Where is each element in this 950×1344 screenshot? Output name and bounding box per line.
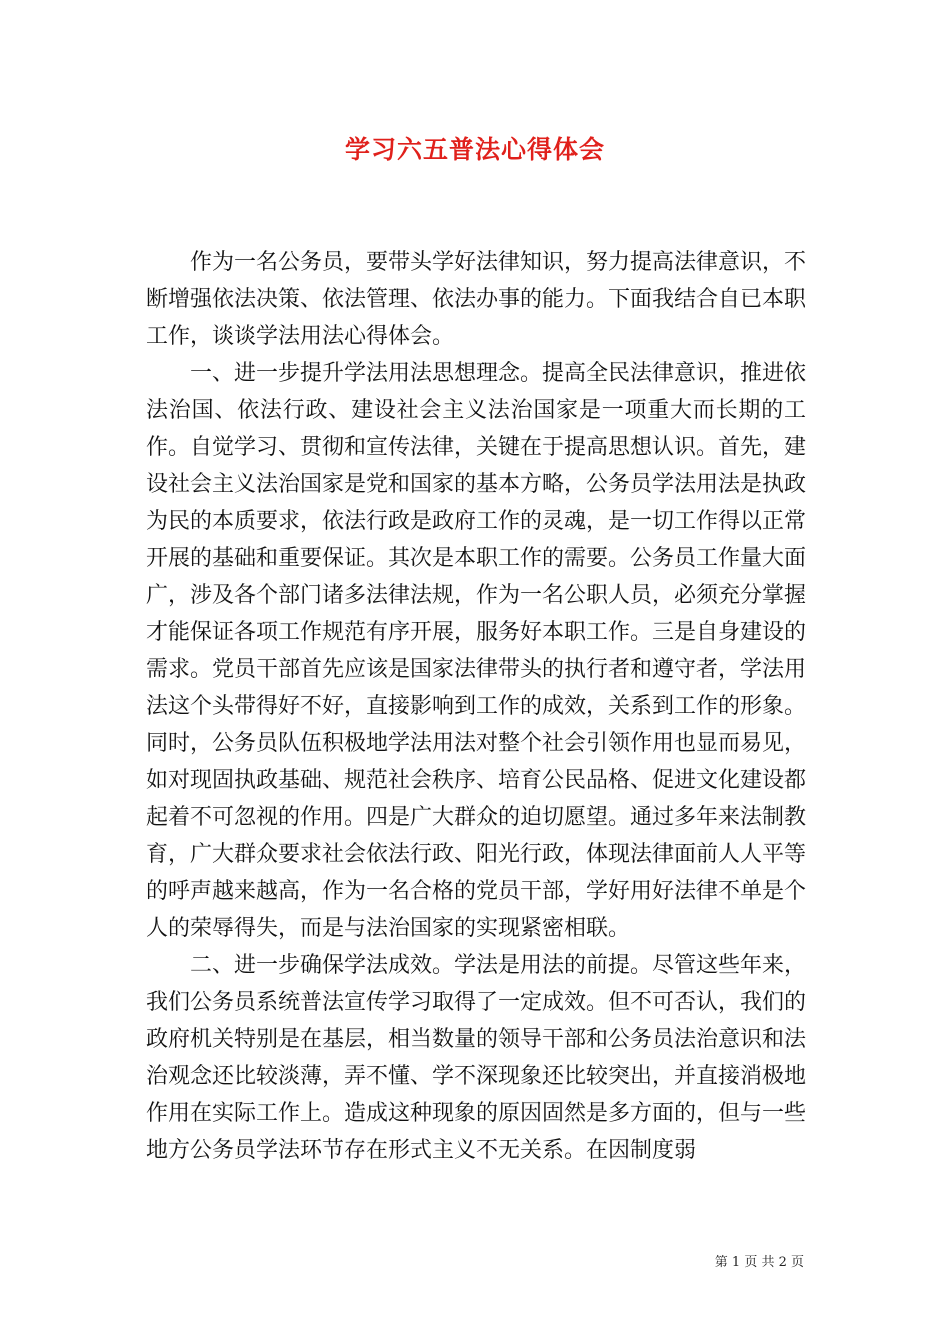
document-body (146, 244, 806, 1169)
paragraph-section-two: 二、进一步确保学法成效。学法是用法的前提。尽管这些年来，我们公务员系统普法宣传学习取得了一定成效。但不可否认，我们的政府机关特别是在基层，相当数量的领导干部和公务员法治意识和法治观念还比较淡薄，弄不懂、学不深现象还比较突出，并直接消极地作用在实际工作上。造成这种现象的原因固然是多方面的，但与一些地方公务员学法环节存在形式主义不无关系。在因制度弱 (146, 953, 807, 1163)
page-number-footer: 第 1 页 共 2 页 (714, 1255, 804, 1270)
paragraph-section-one: 一、进一步提升学法用法思想理念。提高全民法律意识，推进依法治国、依法行政、建设社会主义法治国家是一项重大而长期的工作。自觉学习、贯彻和宣传法律，关键在于提高思想认识。首先，建设社会主义法治国家是党和国家的基本方略，公务员学法用法是执政为民的本质要求，依法行政是政府工作的灵魂，是一切工作得以正常开展的基础和重要保证。其次是本职工作的需要。公务员工作量大面广，涉及各个部门诸多法律法规，作为一名公职人员，必须充分掌握才能保证各项工作规范有序开展，服务好本职工作。三是自身建设的需求。党员干部首先应该是国家法律带头的执行者和遵守者，学法用法这个头带得好不好，直接影响到工作的成效，关系到工作的形象。同时，公务员队伍积极地学法用法对整个社会引领作用也显而易见，如对现固执政基础、规范社会秩序、培育公民品格、促进文化建设都起着不可忽视的作用。四是广大群众的迫切愿望。通过多年来法制教育，广大群众要求社会依法行政、阳光行政，体现法律面前人人平等的呼声越来越高，作为一名合格的党员干部，学好用好法律不单是个人的荣辱得失，而是与法治国家的实现紧密相联。 (146, 361, 807, 941)
paragraph-intro: 作为一名公务员，要带头学好法律知识，努力提高法律意识，不断增强依法决策、依法管理、依法办事的能力。下面我结合自已本职工作，谈谈学法用法心得体会。 (146, 250, 807, 349)
page-title: 学习六五普法心得体会 (344, 135, 605, 164)
